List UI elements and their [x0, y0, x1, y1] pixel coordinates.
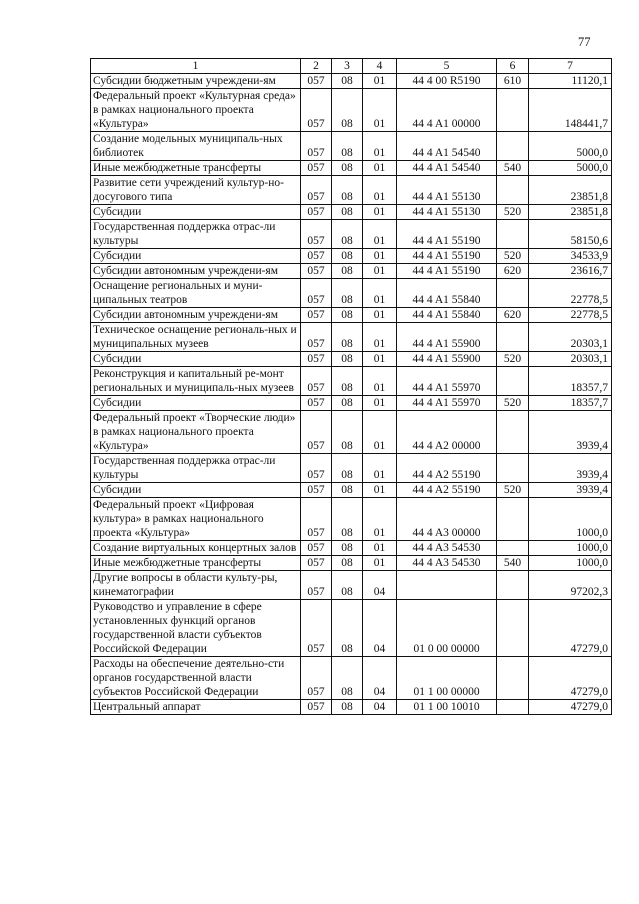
table-row	[91, 556, 612, 571]
row-amount: 18357,7	[529, 367, 612, 396]
table-row	[91, 308, 612, 323]
row-amount: 22778,5	[529, 279, 612, 308]
row-expense-type	[497, 367, 529, 396]
row-amount: 97202,3	[529, 571, 612, 600]
row-subsection-code: 01	[363, 323, 397, 352]
row-ministry-code: 057	[301, 483, 332, 498]
table-row	[91, 352, 612, 367]
row-name: Субсидии	[91, 352, 301, 367]
row-subsection-code: 01	[363, 396, 397, 411]
row-subsection-code: 01	[363, 498, 397, 541]
table-row	[91, 132, 612, 161]
row-target-code: 44 4 A1 54540	[397, 161, 497, 176]
table-row	[91, 279, 612, 308]
row-ministry-code: 057	[301, 308, 332, 323]
row-section-code: 08	[332, 700, 363, 715]
row-target-code: 44 4 A1 55900	[397, 323, 497, 352]
row-ministry-code: 057	[301, 396, 332, 411]
row-expense-type	[497, 176, 529, 205]
row-amount: 20303,1	[529, 323, 612, 352]
row-expense-type	[497, 89, 529, 132]
row-ministry-code: 057	[301, 323, 332, 352]
row-target-code: 44 4 00 R5190	[397, 74, 497, 89]
row-target-code: 44 4 A3 54530	[397, 556, 497, 571]
table-row	[91, 396, 612, 411]
row-ministry-code: 057	[301, 132, 332, 161]
row-name: Создание модельных муниципаль-ных библиотек	[91, 132, 301, 161]
row-expense-type	[497, 454, 529, 483]
row-subsection-code: 01	[363, 264, 397, 279]
row-ministry-code: 057	[301, 89, 332, 132]
table-row	[91, 498, 612, 541]
table-row	[91, 571, 612, 600]
row-expense-type: 520	[497, 352, 529, 367]
row-section-code: 08	[332, 571, 363, 600]
row-section-code: 08	[332, 454, 363, 483]
row-name: Реконструкция и капитальный ре-монт региональных и муниципаль-ных музеев	[91, 367, 301, 396]
row-section-code: 08	[332, 132, 363, 161]
table-row	[91, 74, 612, 89]
row-name: Иные межбюджетные трансферты	[91, 161, 301, 176]
row-amount: 47279,0	[529, 657, 612, 700]
row-expense-type	[497, 657, 529, 700]
row-section-code: 08	[332, 367, 363, 396]
row-amount: 18357,7	[529, 396, 612, 411]
row-ministry-code: 057	[301, 700, 332, 715]
row-amount: 34533,9	[529, 249, 612, 264]
row-section-code: 08	[332, 205, 363, 220]
row-name: Руководство и управление в сфере установленных функций органов государственной власти субъектов Российской Федерации	[91, 600, 301, 657]
row-subsection-code: 01	[363, 541, 397, 556]
table-row	[91, 161, 612, 176]
row-subsection-code: 01	[363, 205, 397, 220]
row-section-code: 08	[332, 279, 363, 308]
row-name: Субсидии автономным учреждени-ям	[91, 264, 301, 279]
row-section-code: 08	[332, 411, 363, 454]
row-expense-type: 620	[497, 308, 529, 323]
table-row	[91, 367, 612, 396]
row-target-code: 44 4 A3 54530	[397, 541, 497, 556]
row-ministry-code: 057	[301, 205, 332, 220]
row-target-code	[397, 571, 497, 600]
row-ministry-code: 057	[301, 279, 332, 308]
row-name: Федеральный проект «Творческие люди» в рамках национального проекта «Культура»	[91, 411, 301, 454]
row-ministry-code: 057	[301, 264, 332, 279]
row-expense-type	[497, 279, 529, 308]
row-subsection-code: 01	[363, 556, 397, 571]
row-section-code: 08	[332, 264, 363, 279]
row-name: Субсидии автономным учреждени-ям	[91, 308, 301, 323]
row-subsection-code: 01	[363, 220, 397, 249]
row-target-code: 44 4 A1 55840	[397, 279, 497, 308]
row-amount: 1000,0	[529, 556, 612, 571]
row-ministry-code: 057	[301, 411, 332, 454]
row-section-code: 08	[332, 352, 363, 367]
row-name: Субсидии	[91, 396, 301, 411]
row-name: Федеральный проект «Культурная среда» в рамках национального проекта «Культура»	[91, 89, 301, 132]
row-subsection-code: 01	[363, 411, 397, 454]
row-expense-type	[497, 700, 529, 715]
row-target-code: 44 4 A1 55190	[397, 264, 497, 279]
row-ministry-code: 057	[301, 161, 332, 176]
row-amount: 58150,6	[529, 220, 612, 249]
row-target-code: 44 4 A2 00000	[397, 411, 497, 454]
row-ministry-code: 057	[301, 498, 332, 541]
row-amount: 23851,8	[529, 176, 612, 205]
row-subsection-code: 01	[363, 89, 397, 132]
row-expense-type	[497, 220, 529, 249]
header-col-2: 2	[301, 59, 332, 74]
row-name: Расходы на обеспечение деятельно-сти органов государственной власти субъектов Российской Федерации	[91, 657, 301, 700]
row-subsection-code: 01	[363, 249, 397, 264]
row-ministry-code: 057	[301, 176, 332, 205]
row-section-code: 08	[332, 541, 363, 556]
row-section-code: 08	[332, 498, 363, 541]
row-subsection-code: 04	[363, 571, 397, 600]
row-expense-type	[497, 498, 529, 541]
row-section-code: 08	[332, 176, 363, 205]
row-amount: 1000,0	[529, 541, 612, 556]
row-ministry-code: 057	[301, 74, 332, 89]
row-amount: 11120,1	[529, 74, 612, 89]
row-target-code: 44 4 A1 55190	[397, 249, 497, 264]
row-name: Развитие сети учреждений культур-но-досугового типа	[91, 176, 301, 205]
row-subsection-code: 01	[363, 483, 397, 498]
table-row	[91, 264, 612, 279]
budget-table	[90, 58, 612, 715]
row-target-code: 01 1 00 00000	[397, 657, 497, 700]
table-row	[91, 541, 612, 556]
row-expense-type: 520	[497, 396, 529, 411]
row-ministry-code: 057	[301, 541, 332, 556]
row-subsection-code: 01	[363, 308, 397, 323]
row-name: Оснащение региональных и муни-ципальных театров	[91, 279, 301, 308]
row-ministry-code: 057	[301, 454, 332, 483]
row-section-code: 08	[332, 556, 363, 571]
row-section-code: 08	[332, 323, 363, 352]
row-amount: 20303,1	[529, 352, 612, 367]
row-amount: 22778,5	[529, 308, 612, 323]
table-row	[91, 454, 612, 483]
row-expense-type	[497, 323, 529, 352]
row-subsection-code: 04	[363, 657, 397, 700]
row-amount: 5000,0	[529, 132, 612, 161]
row-ministry-code: 057	[301, 600, 332, 657]
row-amount: 3939,4	[529, 411, 612, 454]
header-col-4: 4	[363, 59, 397, 74]
row-name: Центральный аппарат	[91, 700, 301, 715]
row-ministry-code: 057	[301, 220, 332, 249]
row-amount: 3939,4	[529, 454, 612, 483]
row-name: Субсидии	[91, 205, 301, 220]
row-name: Субсидии	[91, 483, 301, 498]
row-expense-type: 540	[497, 161, 529, 176]
table-row	[91, 220, 612, 249]
row-expense-type: 540	[497, 556, 529, 571]
row-expense-type	[497, 600, 529, 657]
row-subsection-code: 04	[363, 600, 397, 657]
row-ministry-code: 057	[301, 657, 332, 700]
row-expense-type: 520	[497, 249, 529, 264]
row-expense-type	[497, 132, 529, 161]
row-amount: 5000,0	[529, 161, 612, 176]
table-row	[91, 657, 612, 700]
table-row	[91, 176, 612, 205]
row-ministry-code: 057	[301, 571, 332, 600]
row-subsection-code: 01	[363, 176, 397, 205]
row-section-code: 08	[332, 74, 363, 89]
header-col-5: 5	[397, 59, 497, 74]
row-target-code: 44 4 A1 55130	[397, 205, 497, 220]
row-target-code: 44 4 A1 55840	[397, 308, 497, 323]
row-section-code: 08	[332, 89, 363, 132]
row-section-code: 08	[332, 308, 363, 323]
table-row	[91, 249, 612, 264]
row-name: Создание виртуальных концертных залов	[91, 541, 301, 556]
row-section-code: 08	[332, 600, 363, 657]
row-name: Иные межбюджетные трансферты	[91, 556, 301, 571]
table-row	[91, 483, 612, 498]
table-row	[91, 89, 612, 132]
table-body	[91, 74, 612, 715]
page-number: 77	[578, 35, 591, 49]
header-col-1: 1	[91, 59, 301, 74]
row-target-code: 44 4 A1 54540	[397, 132, 497, 161]
row-name: Субсидии бюджетным учреждени-ям	[91, 74, 301, 89]
row-target-code: 01 1 00 10010	[397, 700, 497, 715]
header-col-3: 3	[332, 59, 363, 74]
row-amount: 47279,0	[529, 700, 612, 715]
row-subsection-code: 01	[363, 74, 397, 89]
row-subsection-code: 01	[363, 352, 397, 367]
row-name: Государственная поддержка отрас-ли культуры	[91, 454, 301, 483]
row-ministry-code: 057	[301, 556, 332, 571]
row-section-code: 08	[332, 657, 363, 700]
table-row	[91, 205, 612, 220]
row-target-code: 44 4 A1 00000	[397, 89, 497, 132]
row-amount: 23851,8	[529, 205, 612, 220]
row-expense-type	[497, 541, 529, 556]
row-section-code: 08	[332, 161, 363, 176]
row-amount: 47279,0	[529, 600, 612, 657]
row-target-code: 44 4 A1 55130	[397, 176, 497, 205]
row-target-code: 44 4 A3 00000	[397, 498, 497, 541]
row-target-code: 44 4 A2 55190	[397, 483, 497, 498]
row-expense-type: 620	[497, 264, 529, 279]
row-ministry-code: 057	[301, 367, 332, 396]
row-subsection-code: 01	[363, 279, 397, 308]
table-row	[91, 700, 612, 715]
row-amount: 148441,7	[529, 89, 612, 132]
row-target-code: 44 4 A2 55190	[397, 454, 497, 483]
row-amount: 1000,0	[529, 498, 612, 541]
header-col-6: 6	[497, 59, 529, 74]
row-section-code: 08	[332, 483, 363, 498]
row-expense-type: 520	[497, 483, 529, 498]
row-subsection-code: 04	[363, 700, 397, 715]
row-target-code: 01 0 00 00000	[397, 600, 497, 657]
row-name: Федеральный проект «Цифровая культура» в рамках национального проекта «Культура»	[91, 498, 301, 541]
table-row	[91, 411, 612, 454]
table-row	[91, 600, 612, 657]
row-expense-type	[497, 571, 529, 600]
row-subsection-code: 01	[363, 161, 397, 176]
row-name: Субсидии	[91, 249, 301, 264]
row-name: Другие вопросы в области культу-ры, кинематографии	[91, 571, 301, 600]
row-subsection-code: 01	[363, 454, 397, 483]
header-row	[91, 59, 612, 74]
row-subsection-code: 01	[363, 367, 397, 396]
header-col-7: 7	[529, 59, 612, 74]
row-name: Государственная поддержка отрас-ли культуры	[91, 220, 301, 249]
table-row	[91, 323, 612, 352]
row-target-code: 44 4 A1 55970	[397, 367, 497, 396]
row-expense-type: 610	[497, 74, 529, 89]
row-expense-type: 520	[497, 205, 529, 220]
row-name: Техническое оснащение региональ-ных и муниципальных музеев	[91, 323, 301, 352]
row-amount: 23616,7	[529, 264, 612, 279]
row-target-code: 44 4 A1 55190	[397, 220, 497, 249]
row-subsection-code: 01	[363, 132, 397, 161]
row-amount: 3939,4	[529, 483, 612, 498]
row-ministry-code: 057	[301, 352, 332, 367]
row-target-code: 44 4 A1 55900	[397, 352, 497, 367]
row-expense-type	[497, 411, 529, 454]
row-target-code: 44 4 A1 55970	[397, 396, 497, 411]
row-section-code: 08	[332, 220, 363, 249]
row-section-code: 08	[332, 396, 363, 411]
row-section-code: 08	[332, 249, 363, 264]
row-ministry-code: 057	[301, 249, 332, 264]
